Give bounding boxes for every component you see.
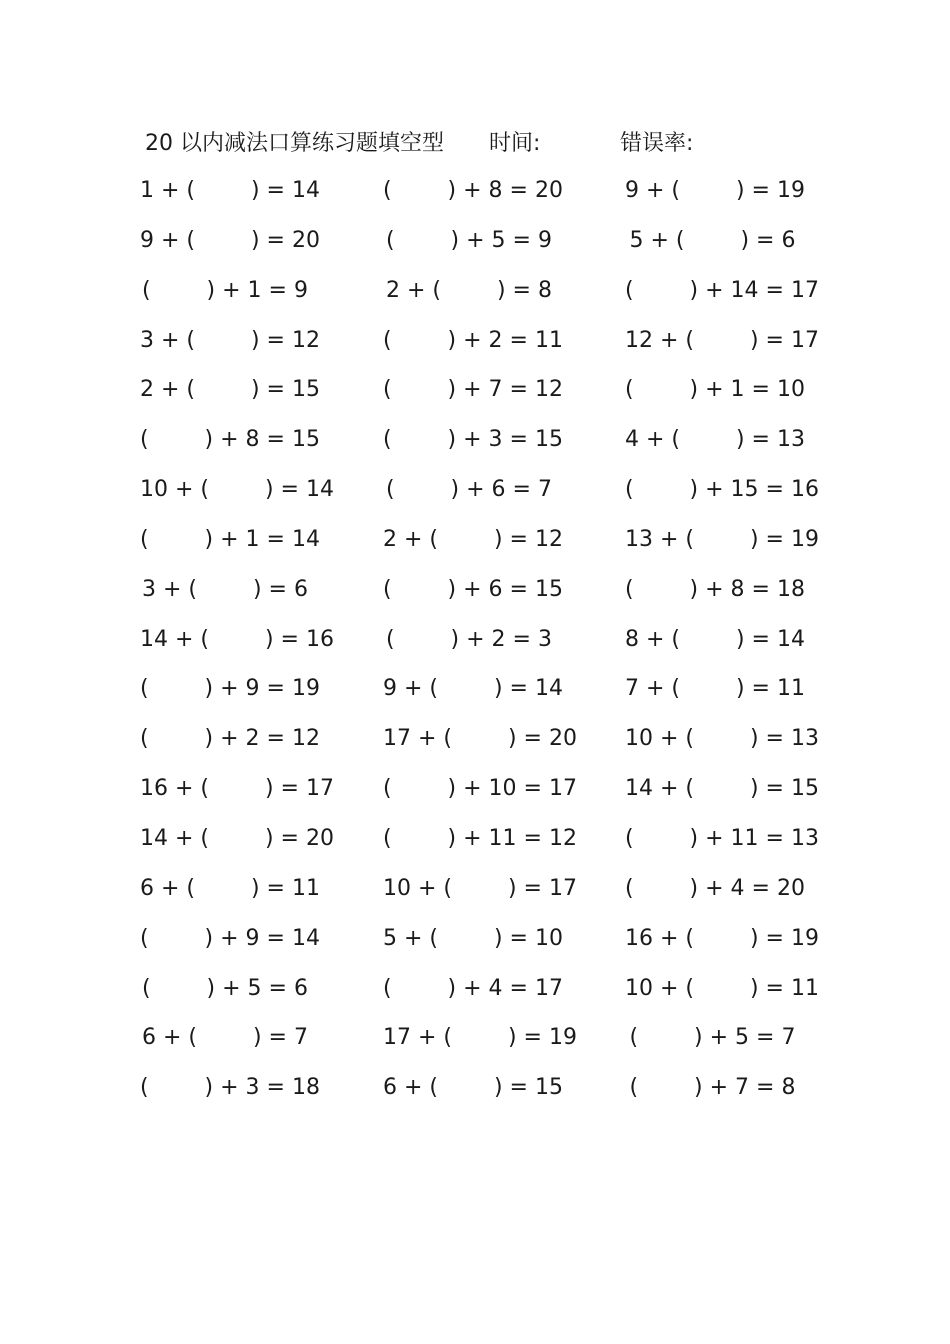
- problem-item: 2 + ( ) = 12: [383, 526, 563, 552]
- problem-item: 10 + ( ) = 14: [140, 477, 334, 503]
- problem-item: 10 + ( ) = 11: [625, 975, 819, 1001]
- problem-item: ( ) + 5 = 7: [629, 1025, 796, 1051]
- problem-item: 14 + ( ) = 16: [140, 626, 334, 652]
- problem-item: 12 + ( ) = 17: [625, 327, 819, 353]
- problem-item: 9 + ( ) = 19: [625, 178, 805, 203]
- problem-item: 16 + ( ) = 19: [625, 925, 819, 951]
- problem-item: ( ) + 9 = 14: [140, 925, 320, 951]
- problem-item: ( ) + 4 = 17: [383, 975, 563, 1001]
- problem-item: 2 + ( ) = 15: [140, 377, 320, 403]
- problem-item: ( ) + 3 = 15: [383, 427, 563, 453]
- problem-item: 8 + ( ) = 14: [625, 626, 805, 652]
- problem-item: ( ) + 10 = 17: [383, 776, 577, 802]
- problem-item: 5 + ( ) = 6: [629, 227, 796, 253]
- problem-item: ( ) + 8 = 20: [383, 178, 563, 203]
- problem-item: 10 + ( ) = 17: [383, 875, 577, 901]
- problem-item: ( ) + 8 = 18: [625, 576, 805, 602]
- problem-item: ( ) + 6 = 15: [383, 576, 563, 602]
- problem-item: 1 + ( ) = 14: [140, 178, 320, 203]
- problem-item: 14 + ( ) = 15: [625, 776, 819, 802]
- problem-item: ( ) + 8 = 15: [140, 427, 320, 453]
- problem-item: 16 + ( ) = 17: [140, 776, 334, 802]
- worksheet-title: 20 以内减法口算练习题填空型: [145, 131, 444, 156]
- problem-item: ( ) + 1 = 9: [142, 277, 308, 303]
- problem-item: ( ) + 11 = 13: [625, 825, 819, 851]
- problem-item: 17 + ( ) = 20: [383, 726, 577, 752]
- problem-item: ( ) + 14 = 17: [625, 277, 819, 303]
- problem-item: ( ) + 7 = 12: [383, 377, 563, 403]
- problem-item: ( ) + 1 = 10: [625, 377, 805, 403]
- problem-item: ( ) + 11 = 12: [383, 825, 577, 851]
- problem-item: 4 + ( ) = 13: [625, 427, 805, 453]
- problem-item: 5 + ( ) = 10: [383, 925, 563, 951]
- problem-item: 6 + ( ) = 11: [140, 875, 320, 901]
- problem-item: ( ) + 2 = 12: [140, 726, 320, 752]
- problem-item: 2 + ( ) = 8: [386, 277, 552, 303]
- problem-item: ( ) + 9 = 19: [140, 676, 320, 702]
- problem-item: ( ) + 6 = 7: [386, 477, 552, 503]
- problem-item: ( ) + 5 = 9: [386, 227, 552, 253]
- problem-item: 3 + ( ) = 12: [140, 327, 320, 353]
- problem-item: 9 + ( ) = 20: [140, 227, 320, 253]
- problem-item: ( ) + 5 = 6: [142, 975, 308, 1001]
- problem-item: ( ) + 2 = 11: [383, 327, 563, 353]
- problem-column-1: [140, 174, 334, 1121]
- time-label: 时间:: [489, 131, 541, 156]
- problem-item: 10 + ( ) = 13: [625, 726, 819, 752]
- problem-item: 14 + ( ) = 20: [140, 825, 334, 851]
- problem-item: 17 + ( ) = 19: [383, 1025, 577, 1051]
- error-rate-label: 错误率:: [620, 131, 694, 156]
- problem-item: 3 + ( ) = 6: [142, 576, 308, 602]
- problem-item: 13 + ( ) = 19: [625, 526, 819, 552]
- problem-item: ( ) + 2 = 3: [386, 626, 552, 652]
- problem-item: ( ) + 1 = 14: [140, 526, 320, 552]
- problem-column-3: [625, 174, 819, 1121]
- problem-item: 6 + ( ) = 15: [383, 1075, 563, 1101]
- problem-item: ( ) + 15 = 16: [625, 477, 819, 503]
- problem-item: 9 + ( ) = 14: [383, 676, 563, 702]
- problem-column-2: [383, 174, 577, 1121]
- problem-item: ( ) + 7 = 8: [629, 1075, 796, 1101]
- problem-item: ( ) + 4 = 20: [625, 875, 805, 901]
- problem-item: ( ) + 3 = 18: [140, 1075, 320, 1101]
- problem-item: 7 + ( ) = 11: [625, 676, 805, 702]
- problem-item: 6 + ( ) = 7: [142, 1025, 308, 1051]
